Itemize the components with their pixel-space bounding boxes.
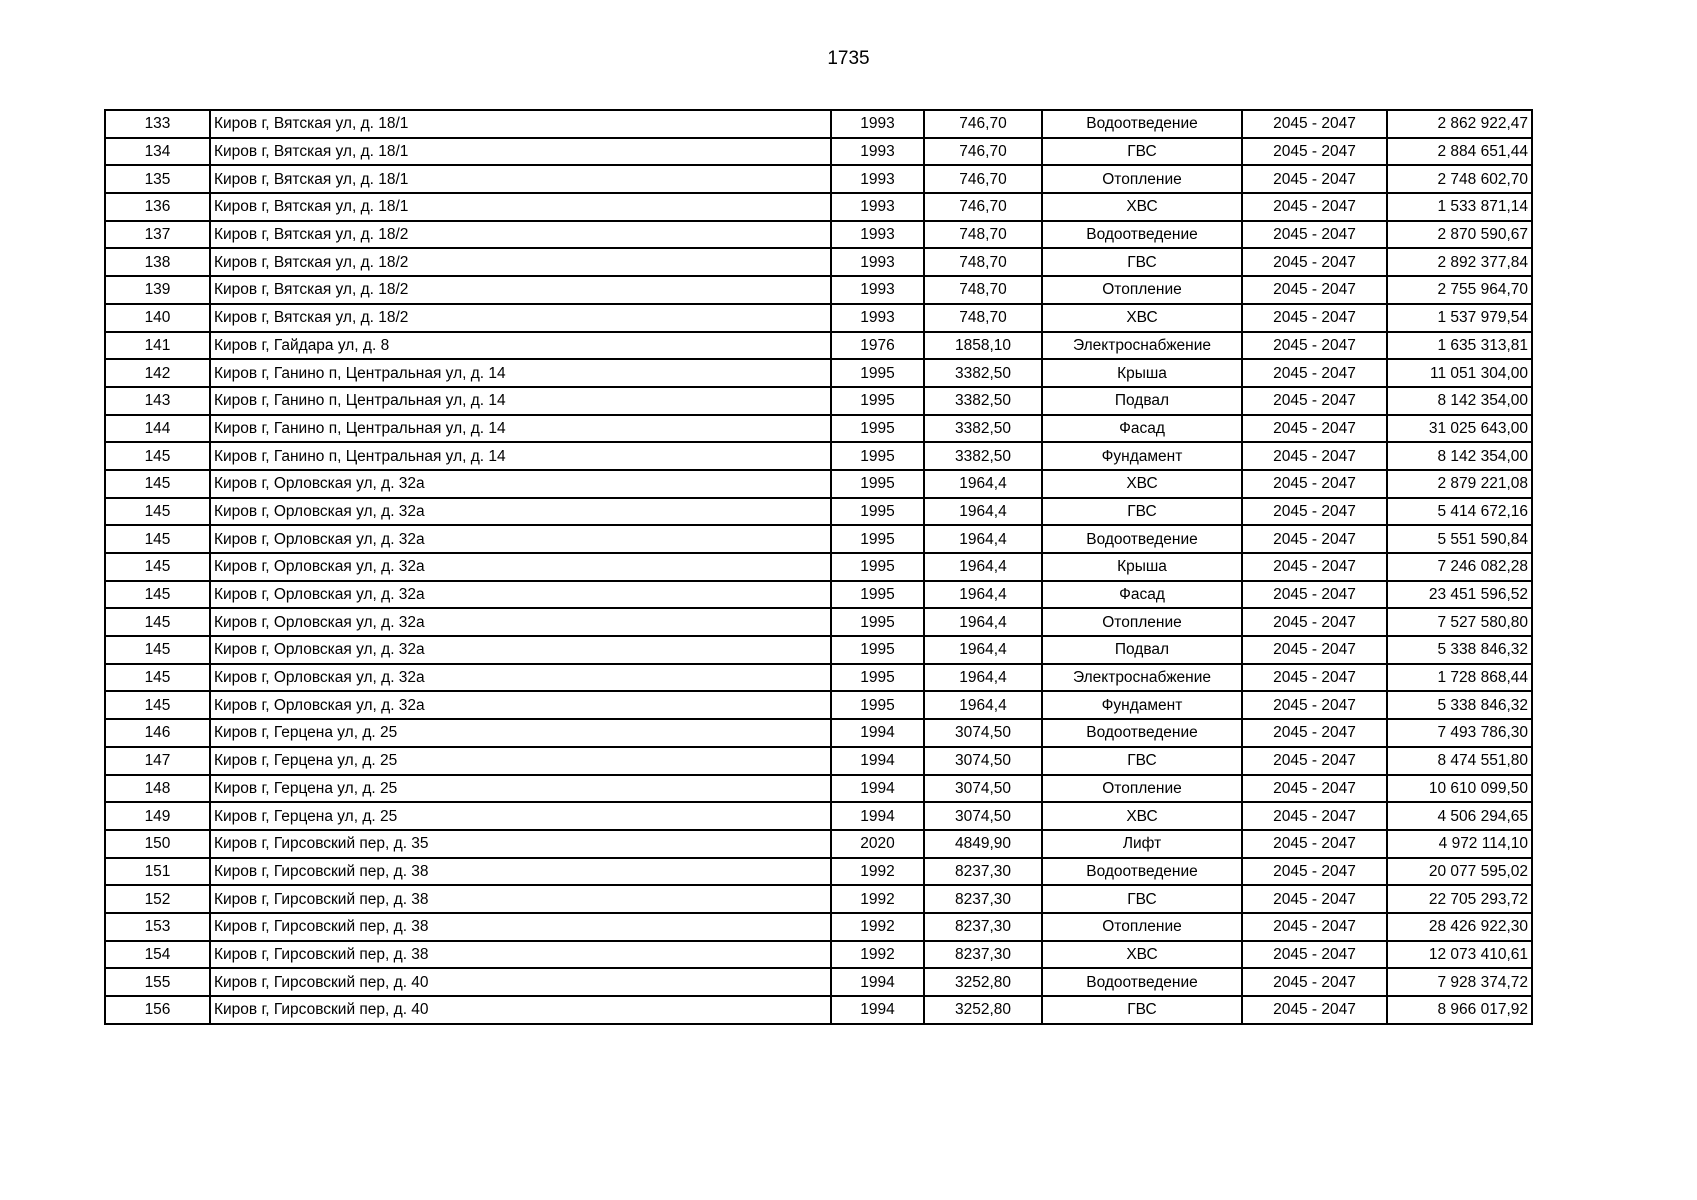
address-cell: Киров г, Вятская ул, д. 18/2 <box>210 276 831 304</box>
period-cell: 2045 - 2047 <box>1242 581 1387 609</box>
row-number-cell: 151 <box>105 858 210 886</box>
table-row <box>105 442 1532 470</box>
cost-cell: 12 073 410,61 <box>1387 941 1532 969</box>
address-cell: Киров г, Орловская ул, д. 32а <box>210 498 831 526</box>
table-row <box>105 719 1532 747</box>
cost-cell: 5 338 846,32 <box>1387 691 1532 719</box>
work-type-cell: Фасад <box>1042 581 1242 609</box>
year-cell: 1994 <box>831 747 924 775</box>
area-cell: 3252,80 <box>924 996 1042 1024</box>
work-type-cell: ХВС <box>1042 941 1242 969</box>
cost-cell: 31 025 643,00 <box>1387 415 1532 443</box>
address-cell: Киров г, Герцена ул, д. 25 <box>210 747 831 775</box>
work-type-cell: Электроснабжение <box>1042 332 1242 360</box>
year-cell: 1995 <box>831 664 924 692</box>
work-type-cell: Отопление <box>1042 608 1242 636</box>
row-number-cell: 152 <box>105 885 210 913</box>
year-cell: 1992 <box>831 858 924 886</box>
table-row <box>105 110 1532 138</box>
year-cell: 1994 <box>831 968 924 996</box>
row-number-cell: 156 <box>105 996 210 1024</box>
table-row <box>105 138 1532 166</box>
work-type-cell: ХВС <box>1042 304 1242 332</box>
area-cell: 3382,50 <box>924 387 1042 415</box>
year-cell: 1993 <box>831 248 924 276</box>
area-cell: 748,70 <box>924 276 1042 304</box>
year-cell: 1992 <box>831 941 924 969</box>
address-cell: Киров г, Гирсовский пер, д. 35 <box>210 830 831 858</box>
table-row <box>105 858 1532 886</box>
work-type-cell: Водоотведение <box>1042 968 1242 996</box>
row-number-cell: 147 <box>105 747 210 775</box>
table-row <box>105 304 1532 332</box>
address-cell: Киров г, Вятская ул, д. 18/1 <box>210 138 831 166</box>
work-type-cell: Крыша <box>1042 553 1242 581</box>
year-cell: 1995 <box>831 691 924 719</box>
year-cell: 1993 <box>831 276 924 304</box>
cost-cell: 8 142 354,00 <box>1387 387 1532 415</box>
year-cell: 1993 <box>831 138 924 166</box>
address-cell: Киров г, Гирсовский пер, д. 38 <box>210 941 831 969</box>
row-number-cell: 149 <box>105 802 210 830</box>
period-cell: 2045 - 2047 <box>1242 221 1387 249</box>
table-row <box>105 691 1532 719</box>
year-cell: 1995 <box>831 359 924 387</box>
row-number-cell: 145 <box>105 581 210 609</box>
area-cell: 1964,4 <box>924 664 1042 692</box>
cost-cell: 8 966 017,92 <box>1387 996 1532 1024</box>
table-row <box>105 941 1532 969</box>
period-cell: 2045 - 2047 <box>1242 525 1387 553</box>
row-number-cell: 135 <box>105 165 210 193</box>
period-cell: 2045 - 2047 <box>1242 110 1387 138</box>
work-type-cell: ГВС <box>1042 498 1242 526</box>
work-type-cell: Фундамент <box>1042 691 1242 719</box>
row-number-cell: 141 <box>105 332 210 360</box>
table-row <box>105 221 1532 249</box>
row-number-cell: 144 <box>105 415 210 443</box>
work-type-cell: Отопление <box>1042 913 1242 941</box>
area-cell: 1964,4 <box>924 498 1042 526</box>
area-cell: 1964,4 <box>924 691 1042 719</box>
period-cell: 2045 - 2047 <box>1242 138 1387 166</box>
year-cell: 1993 <box>831 221 924 249</box>
work-type-cell: ХВС <box>1042 802 1242 830</box>
area-cell: 1964,4 <box>924 525 1042 553</box>
row-number-cell: 139 <box>105 276 210 304</box>
cost-cell: 5 551 590,84 <box>1387 525 1532 553</box>
row-number-cell: 133 <box>105 110 210 138</box>
year-cell: 1976 <box>831 332 924 360</box>
row-number-cell: 136 <box>105 193 210 221</box>
row-number-cell: 145 <box>105 553 210 581</box>
address-cell: Киров г, Орловская ул, д. 32а <box>210 608 831 636</box>
row-number-cell: 153 <box>105 913 210 941</box>
address-cell: Киров г, Ганино п, Центральная ул, д. 14 <box>210 415 831 443</box>
period-cell: 2045 - 2047 <box>1242 608 1387 636</box>
area-cell: 748,70 <box>924 221 1042 249</box>
year-cell: 2020 <box>831 830 924 858</box>
address-cell: Киров г, Вятская ул, д. 18/2 <box>210 248 831 276</box>
work-type-cell: Водоотведение <box>1042 525 1242 553</box>
area-cell: 746,70 <box>924 110 1042 138</box>
work-type-cell: Отопление <box>1042 276 1242 304</box>
cost-cell: 2 884 651,44 <box>1387 138 1532 166</box>
address-cell: Киров г, Ганино п, Центральная ул, д. 14 <box>210 359 831 387</box>
table-row <box>105 913 1532 941</box>
cost-cell: 7 527 580,80 <box>1387 608 1532 636</box>
area-cell: 1964,4 <box>924 581 1042 609</box>
row-number-cell: 148 <box>105 775 210 803</box>
table-row <box>105 664 1532 692</box>
table-row <box>105 415 1532 443</box>
year-cell: 1995 <box>831 442 924 470</box>
row-number-cell: 145 <box>105 636 210 664</box>
row-number-cell: 143 <box>105 387 210 415</box>
area-cell: 8237,30 <box>924 941 1042 969</box>
area-cell: 3382,50 <box>924 442 1042 470</box>
period-cell: 2045 - 2047 <box>1242 885 1387 913</box>
cost-cell: 4 972 114,10 <box>1387 830 1532 858</box>
work-type-cell: Подвал <box>1042 387 1242 415</box>
year-cell: 1992 <box>831 885 924 913</box>
cost-cell: 10 610 099,50 <box>1387 775 1532 803</box>
address-cell: Киров г, Орловская ул, д. 32а <box>210 525 831 553</box>
cost-cell: 1 728 868,44 <box>1387 664 1532 692</box>
area-cell: 1964,4 <box>924 470 1042 498</box>
address-cell: Киров г, Орловская ул, д. 32а <box>210 636 831 664</box>
cost-cell: 5 414 672,16 <box>1387 498 1532 526</box>
cost-cell: 28 426 922,30 <box>1387 913 1532 941</box>
address-cell: Киров г, Герцена ул, д. 25 <box>210 775 831 803</box>
year-cell: 1995 <box>831 553 924 581</box>
period-cell: 2045 - 2047 <box>1242 913 1387 941</box>
work-type-cell: ХВС <box>1042 470 1242 498</box>
address-cell: Киров г, Гирсовский пер, д. 38 <box>210 858 831 886</box>
table-row <box>105 747 1532 775</box>
cost-cell: 2 862 922,47 <box>1387 110 1532 138</box>
year-cell: 1994 <box>831 996 924 1024</box>
address-cell: Киров г, Гирсовский пер, д. 40 <box>210 968 831 996</box>
work-type-cell: Водоотведение <box>1042 110 1242 138</box>
period-cell: 2045 - 2047 <box>1242 691 1387 719</box>
row-number-cell: 137 <box>105 221 210 249</box>
work-type-cell: Водоотведение <box>1042 719 1242 747</box>
period-cell: 2045 - 2047 <box>1242 775 1387 803</box>
period-cell: 2045 - 2047 <box>1242 941 1387 969</box>
period-cell: 2045 - 2047 <box>1242 802 1387 830</box>
work-type-cell: ГВС <box>1042 996 1242 1024</box>
table-row <box>105 276 1532 304</box>
row-number-cell: 145 <box>105 498 210 526</box>
table-row <box>105 608 1532 636</box>
year-cell: 1995 <box>831 470 924 498</box>
cost-cell: 11 051 304,00 <box>1387 359 1532 387</box>
work-type-cell: Фундамент <box>1042 442 1242 470</box>
address-cell: Киров г, Вятская ул, д. 18/1 <box>210 165 831 193</box>
period-cell: 2045 - 2047 <box>1242 470 1387 498</box>
period-cell: 2045 - 2047 <box>1242 193 1387 221</box>
row-number-cell: 145 <box>105 442 210 470</box>
address-cell: Киров г, Вятская ул, д. 18/2 <box>210 221 831 249</box>
area-cell: 3382,50 <box>924 359 1042 387</box>
cost-cell: 22 705 293,72 <box>1387 885 1532 913</box>
row-number-cell: 146 <box>105 719 210 747</box>
period-cell: 2045 - 2047 <box>1242 304 1387 332</box>
address-cell: Киров г, Вятская ул, д. 18/1 <box>210 110 831 138</box>
address-cell: Киров г, Вятская ул, д. 18/1 <box>210 193 831 221</box>
row-number-cell: 145 <box>105 691 210 719</box>
area-cell: 3252,80 <box>924 968 1042 996</box>
period-cell: 2045 - 2047 <box>1242 858 1387 886</box>
cost-cell: 8 142 354,00 <box>1387 442 1532 470</box>
period-cell: 2045 - 2047 <box>1242 442 1387 470</box>
table-row <box>105 885 1532 913</box>
area-cell: 746,70 <box>924 165 1042 193</box>
cost-cell: 8 474 551,80 <box>1387 747 1532 775</box>
year-cell: 1995 <box>831 387 924 415</box>
row-number-cell: 150 <box>105 830 210 858</box>
row-number-cell: 145 <box>105 525 210 553</box>
cost-cell: 7 928 374,72 <box>1387 968 1532 996</box>
work-type-cell: Водоотведение <box>1042 858 1242 886</box>
address-cell: Киров г, Гирсовский пер, д. 38 <box>210 885 831 913</box>
row-number-cell: 155 <box>105 968 210 996</box>
period-cell: 2045 - 2047 <box>1242 276 1387 304</box>
period-cell: 2045 - 2047 <box>1242 996 1387 1024</box>
row-number-cell: 145 <box>105 608 210 636</box>
area-cell: 3074,50 <box>924 719 1042 747</box>
period-cell: 2045 - 2047 <box>1242 165 1387 193</box>
year-cell: 1995 <box>831 636 924 664</box>
table-row <box>105 359 1532 387</box>
area-cell: 8237,30 <box>924 858 1042 886</box>
year-cell: 1993 <box>831 110 924 138</box>
period-cell: 2045 - 2047 <box>1242 359 1387 387</box>
cost-cell: 20 077 595,02 <box>1387 858 1532 886</box>
row-number-cell: 145 <box>105 470 210 498</box>
address-cell: Киров г, Орловская ул, д. 32а <box>210 691 831 719</box>
table-row <box>105 636 1532 664</box>
table-row <box>105 553 1532 581</box>
area-cell: 1964,4 <box>924 636 1042 664</box>
work-type-cell: Лифт <box>1042 830 1242 858</box>
address-cell: Киров г, Вятская ул, д. 18/2 <box>210 304 831 332</box>
table-body <box>105 110 1532 1024</box>
period-cell: 2045 - 2047 <box>1242 830 1387 858</box>
area-cell: 3074,50 <box>924 802 1042 830</box>
address-cell: Киров г, Ганино п, Центральная ул, д. 14 <box>210 442 831 470</box>
cost-cell: 2 870 590,67 <box>1387 221 1532 249</box>
cost-cell: 7 246 082,28 <box>1387 553 1532 581</box>
address-cell: Киров г, Орловская ул, д. 32а <box>210 470 831 498</box>
period-cell: 2045 - 2047 <box>1242 747 1387 775</box>
area-cell: 748,70 <box>924 304 1042 332</box>
table-row <box>105 248 1532 276</box>
period-cell: 2045 - 2047 <box>1242 636 1387 664</box>
row-number-cell: 140 <box>105 304 210 332</box>
area-cell: 3074,50 <box>924 775 1042 803</box>
page-number: 1735 <box>827 48 870 69</box>
work-type-cell: ГВС <box>1042 747 1242 775</box>
row-number-cell: 142 <box>105 359 210 387</box>
year-cell: 1994 <box>831 719 924 747</box>
address-cell: Киров г, Герцена ул, д. 25 <box>210 802 831 830</box>
year-cell: 1994 <box>831 802 924 830</box>
year-cell: 1995 <box>831 498 924 526</box>
table-row <box>105 802 1532 830</box>
row-number-cell: 134 <box>105 138 210 166</box>
row-number-cell: 145 <box>105 664 210 692</box>
cost-cell: 2 879 221,08 <box>1387 470 1532 498</box>
address-cell: Киров г, Гирсовский пер, д. 38 <box>210 913 831 941</box>
table-row <box>105 830 1532 858</box>
area-cell: 748,70 <box>924 248 1042 276</box>
cost-cell: 5 338 846,32 <box>1387 636 1532 664</box>
work-type-cell: ГВС <box>1042 885 1242 913</box>
area-cell: 8237,30 <box>924 885 1042 913</box>
work-type-cell: Отопление <box>1042 775 1242 803</box>
cost-cell: 1 537 979,54 <box>1387 304 1532 332</box>
work-type-cell: ГВС <box>1042 138 1242 166</box>
area-cell: 4849,90 <box>924 830 1042 858</box>
area-cell: 1858,10 <box>924 332 1042 360</box>
period-cell: 2045 - 2047 <box>1242 332 1387 360</box>
work-type-cell: Электроснабжение <box>1042 664 1242 692</box>
period-cell: 2045 - 2047 <box>1242 968 1387 996</box>
cost-cell: 4 506 294,65 <box>1387 802 1532 830</box>
table-row <box>105 775 1532 803</box>
table-row <box>105 968 1532 996</box>
work-type-cell: Водоотведение <box>1042 221 1242 249</box>
cost-cell: 1 635 313,81 <box>1387 332 1532 360</box>
address-cell: Киров г, Орловская ул, д. 32а <box>210 664 831 692</box>
work-type-cell: ХВС <box>1042 193 1242 221</box>
table-row <box>105 165 1532 193</box>
address-cell: Киров г, Гайдара ул, д. 8 <box>210 332 831 360</box>
area-cell: 1964,4 <box>924 608 1042 636</box>
address-cell: Киров г, Ганино п, Центральная ул, д. 14 <box>210 387 831 415</box>
table-row <box>105 996 1532 1024</box>
table-row <box>105 581 1532 609</box>
address-cell: Киров г, Орловская ул, д. 32а <box>210 581 831 609</box>
period-cell: 2045 - 2047 <box>1242 664 1387 692</box>
area-cell: 3382,50 <box>924 415 1042 443</box>
period-cell: 2045 - 2047 <box>1242 553 1387 581</box>
period-cell: 2045 - 2047 <box>1242 719 1387 747</box>
year-cell: 1995 <box>831 415 924 443</box>
cost-cell: 23 451 596,52 <box>1387 581 1532 609</box>
period-cell: 2045 - 2047 <box>1242 248 1387 276</box>
work-type-cell: ГВС <box>1042 248 1242 276</box>
table-row <box>105 332 1532 360</box>
area-cell: 8237,30 <box>924 913 1042 941</box>
year-cell: 1995 <box>831 608 924 636</box>
year-cell: 1994 <box>831 775 924 803</box>
year-cell: 1992 <box>831 913 924 941</box>
year-cell: 1993 <box>831 304 924 332</box>
table-row <box>105 387 1532 415</box>
year-cell: 1993 <box>831 193 924 221</box>
period-cell: 2045 - 2047 <box>1242 387 1387 415</box>
repair-schedule-table <box>104 109 1533 1025</box>
table-row <box>105 193 1532 221</box>
table-row <box>105 525 1532 553</box>
address-cell: Киров г, Орловская ул, д. 32а <box>210 553 831 581</box>
area-cell: 746,70 <box>924 138 1042 166</box>
area-cell: 3074,50 <box>924 747 1042 775</box>
cost-cell: 7 493 786,30 <box>1387 719 1532 747</box>
table-row <box>105 498 1532 526</box>
work-type-cell: Крыша <box>1042 359 1242 387</box>
work-type-cell: Отопление <box>1042 165 1242 193</box>
year-cell: 1995 <box>831 525 924 553</box>
table-row <box>105 470 1532 498</box>
cost-cell: 2 892 377,84 <box>1387 248 1532 276</box>
period-cell: 2045 - 2047 <box>1242 498 1387 526</box>
cost-cell: 1 533 871,14 <box>1387 193 1532 221</box>
cost-cell: 2 755 964,70 <box>1387 276 1532 304</box>
address-cell: Киров г, Герцена ул, д. 25 <box>210 719 831 747</box>
address-cell: Киров г, Гирсовский пер, д. 40 <box>210 996 831 1024</box>
year-cell: 1995 <box>831 581 924 609</box>
period-cell: 2045 - 2047 <box>1242 415 1387 443</box>
cost-cell: 2 748 602,70 <box>1387 165 1532 193</box>
area-cell: 746,70 <box>924 193 1042 221</box>
row-number-cell: 138 <box>105 248 210 276</box>
year-cell: 1993 <box>831 165 924 193</box>
row-number-cell: 154 <box>105 941 210 969</box>
work-type-cell: Подвал <box>1042 636 1242 664</box>
area-cell: 1964,4 <box>924 553 1042 581</box>
work-type-cell: Фасад <box>1042 415 1242 443</box>
